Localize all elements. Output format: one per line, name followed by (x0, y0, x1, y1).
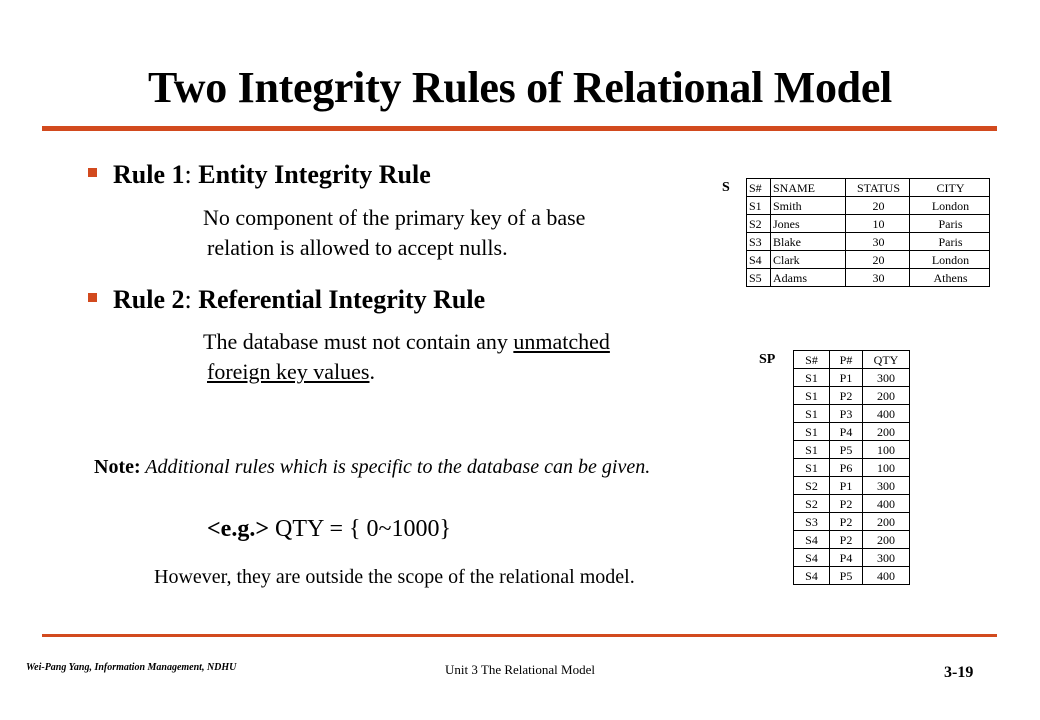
sp-table-cell: P1 (830, 369, 863, 387)
sp-table-cell: 200 (863, 387, 910, 405)
s-table-cell: Clark (771, 251, 846, 269)
rule1-heading (88, 160, 431, 190)
sp-table-row (794, 549, 910, 567)
s-table-row (747, 233, 990, 251)
sp-table-cell: 100 (863, 459, 910, 477)
s-table-cell: Paris (910, 215, 990, 233)
sp-table-cell: S2 (794, 495, 830, 513)
sp-table (793, 350, 910, 585)
s-table-cell: 20 (846, 197, 910, 215)
rule2-line1 (203, 327, 610, 357)
sp-table-cell: P2 (830, 513, 863, 531)
sp-table-cell: P2 (830, 387, 863, 405)
footer-divider (42, 634, 997, 637)
sp-table-cell: 300 (863, 477, 910, 495)
footer-author: Wei-Pang Yang, Information Management, NDHU (26, 662, 237, 673)
sp-table-row (794, 387, 910, 405)
sp-table-cell: P1 (830, 477, 863, 495)
s-table-cell: Adams (771, 269, 846, 287)
sp-table-cell: P6 (830, 459, 863, 477)
example-text: QTY = { 0~1000} (269, 516, 452, 542)
sp-table-cell: S1 (794, 387, 830, 405)
rule2-line2-text: . (369, 359, 375, 384)
s-table-row (747, 197, 990, 215)
s-table-cell: London (910, 197, 990, 215)
sp-table-cell: S4 (794, 567, 830, 585)
sp-table-cell: 100 (863, 441, 910, 459)
sp-table-cell: 200 (863, 423, 910, 441)
bullet-square-icon (88, 168, 97, 177)
slide-title: Two Integrity Rules of Relational Model (148, 63, 892, 112)
sp-table-cell: S1 (794, 405, 830, 423)
sp-table-cell: 400 (863, 495, 910, 513)
sp-table-cell: 300 (863, 549, 910, 567)
sp-table-cell: 400 (863, 567, 910, 585)
sp-table-cell: P5 (830, 441, 863, 459)
rule2-underlined-unmatched: unmatched (513, 329, 610, 354)
s-table-header-cell: STATUS (846, 179, 910, 197)
rule2-name: Rule 2 (113, 285, 185, 314)
sp-table-row (794, 369, 910, 387)
sp-table-row (794, 423, 910, 441)
sp-table-cell: P2 (830, 495, 863, 513)
rule2-line1-text: The database must not contain any (203, 329, 514, 354)
s-table (746, 178, 990, 287)
sp-table-cell: S1 (794, 423, 830, 441)
footer-unit: Unit 3 The Relational Model (445, 662, 595, 677)
s-table-header-cell: CITY (910, 179, 990, 197)
rule1-title: Entity Integrity Rule (191, 160, 431, 189)
sp-table-cell: S3 (794, 513, 830, 531)
rule1-line2: relation is allowed to accept nulls. (207, 235, 508, 260)
sp-table-cell: P2 (830, 531, 863, 549)
s-table-label: S (722, 180, 730, 195)
s-table-cell: London (910, 251, 990, 269)
sp-table-cell: S2 (794, 477, 830, 495)
rule2-heading (88, 285, 485, 315)
s-table-row (747, 215, 990, 233)
rule1-colon: : (184, 160, 192, 189)
s-table-cell: Paris (910, 233, 990, 251)
rule1-name: Rule 1 (113, 160, 185, 189)
page-number: 3-19 (944, 664, 974, 681)
sp-table-row (794, 513, 910, 531)
sp-table-row (794, 459, 910, 477)
note-paragraph (94, 453, 714, 482)
s-table-cell: 30 (846, 233, 910, 251)
sp-table-cell: 300 (863, 369, 910, 387)
s-table-row (747, 269, 990, 287)
s-table-cell: 20 (846, 251, 910, 269)
sp-table-row (794, 441, 910, 459)
s-table-cell: Athens (910, 269, 990, 287)
example-line (207, 516, 451, 543)
s-table-header-row (747, 179, 990, 197)
s-table-cell: S2 (747, 215, 771, 233)
sp-table-row (794, 567, 910, 585)
sp-table-header-cell: QTY (863, 351, 910, 369)
note-label: Note: (94, 456, 141, 478)
s-table-header-cell: SNAME (771, 179, 846, 197)
sp-table-cell: P4 (830, 423, 863, 441)
sp-table-cell: S4 (794, 531, 830, 549)
sp-table-row (794, 477, 910, 495)
sp-table-cell: 200 (863, 531, 910, 549)
sp-table-cell: P3 (830, 405, 863, 423)
s-table-header-cell: S# (747, 179, 771, 197)
note-text: Additional rules which is specific to the database can be given. (140, 456, 651, 478)
sp-table-header-row (794, 351, 910, 369)
sp-table-row (794, 495, 910, 513)
sp-table-header-cell: S# (794, 351, 830, 369)
rule2-underlined-foreign-key: foreign key values (207, 359, 370, 384)
rule2-line2 (207, 357, 375, 387)
however-paragraph: However, they are outside the scope of the relational model. (154, 566, 635, 588)
s-table-row (747, 251, 990, 269)
sp-table-cell: S1 (794, 441, 830, 459)
s-table-cell: Smith (771, 197, 846, 215)
s-table-cell: S3 (747, 233, 771, 251)
s-table-cell: S5 (747, 269, 771, 287)
sp-table-cell: 400 (863, 405, 910, 423)
s-table-cell: 10 (846, 215, 910, 233)
title-divider (42, 126, 997, 131)
sp-table-label: SP (759, 352, 776, 367)
sp-table-cell: S1 (794, 369, 830, 387)
rule2-title: Referential Integrity Rule (191, 285, 486, 314)
example-tag: <e.g.> (207, 516, 270, 542)
s-table-cell: Blake (771, 233, 846, 251)
sp-table-header-cell: P# (830, 351, 863, 369)
rule1-line1: No component of the primary key of a base (203, 205, 586, 230)
sp-table-row (794, 405, 910, 423)
sp-table-cell: 200 (863, 513, 910, 531)
bullet-square-icon (88, 293, 97, 302)
s-table-cell: S4 (747, 251, 771, 269)
s-table-cell: Jones (771, 215, 846, 233)
sp-table-cell: P4 (830, 549, 863, 567)
sp-table-cell: S4 (794, 549, 830, 567)
sp-table-row (794, 531, 910, 549)
sp-table-cell: S1 (794, 459, 830, 477)
sp-table-cell: P5 (830, 567, 863, 585)
s-table-cell: S1 (747, 197, 771, 215)
s-table-cell: 30 (846, 269, 910, 287)
rule2-colon: : (184, 285, 192, 314)
